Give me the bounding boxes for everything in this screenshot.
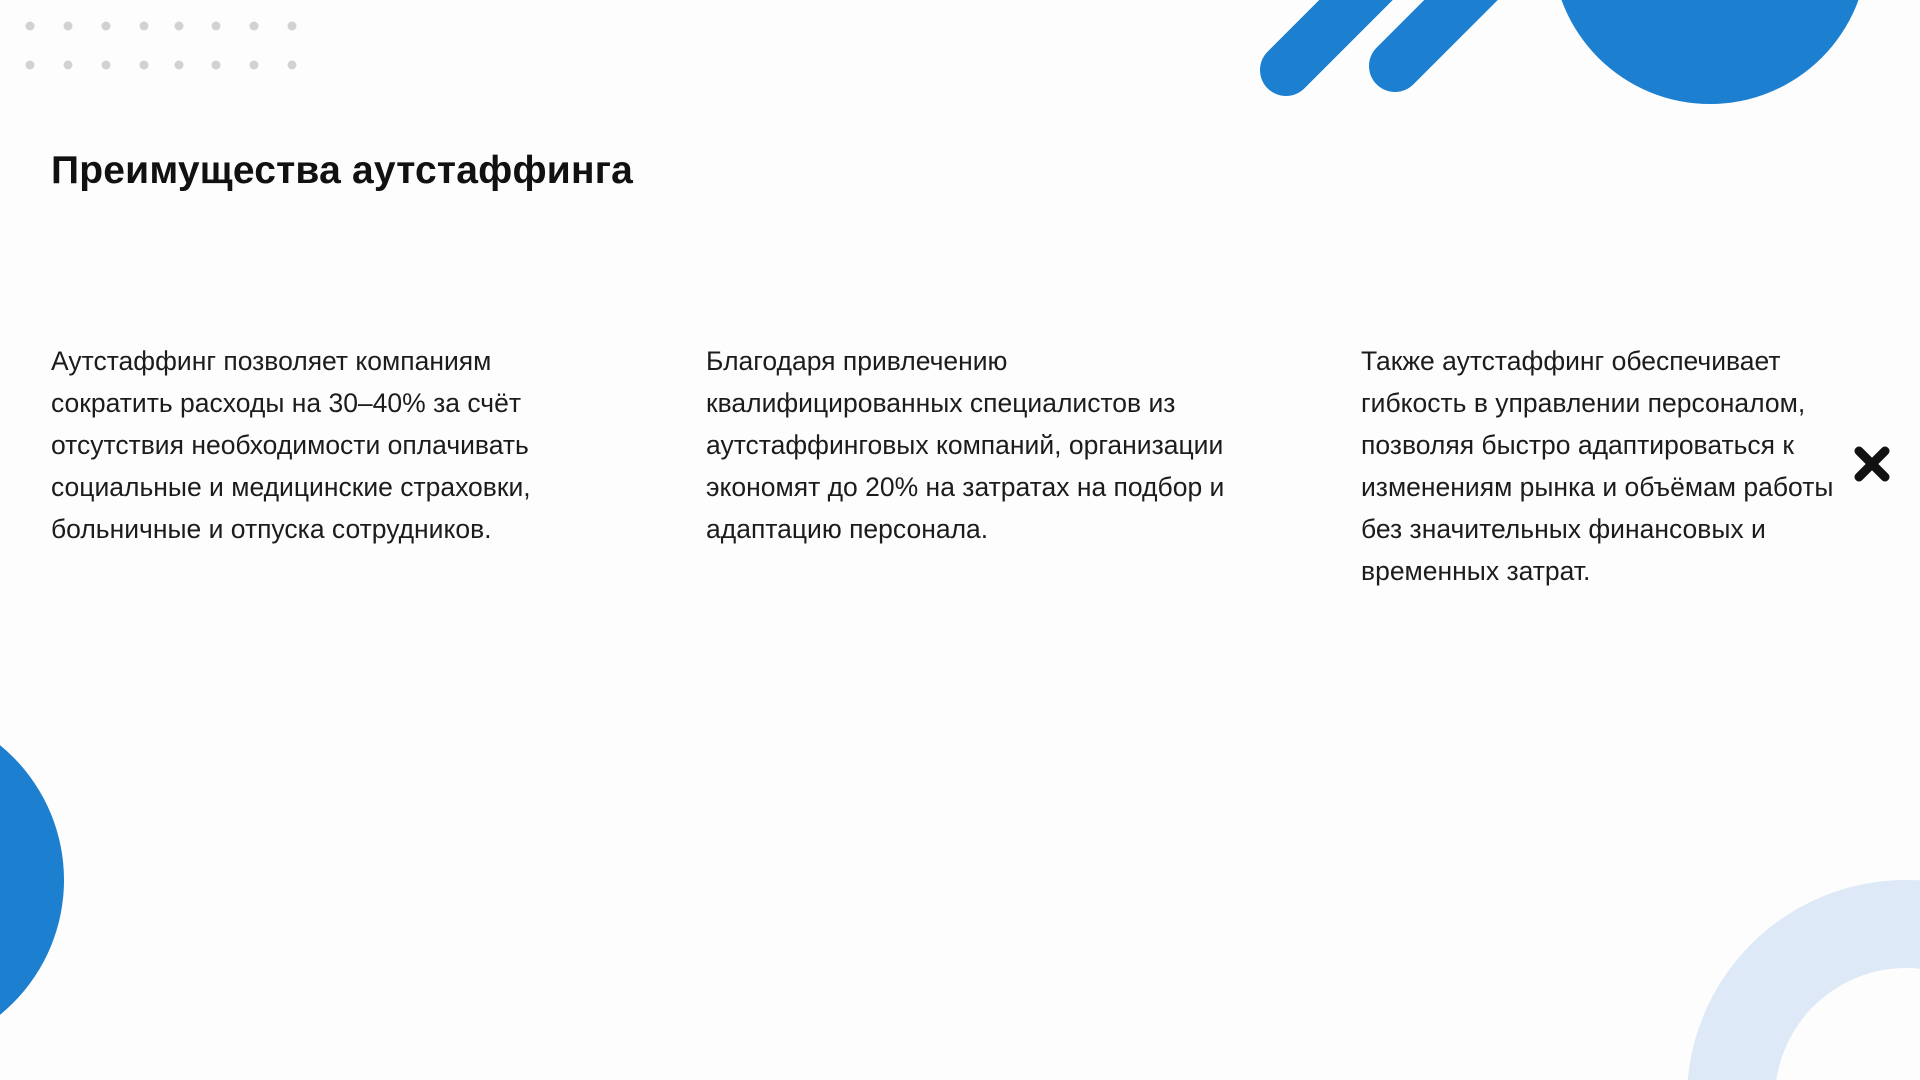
advantage-text-cost-reduction: Аутстаффинг позволяет компаниям сократить расходы на 30–40% за счёт отсутствия необходимости оплачивать социальные и медицинские страховки, больничные и отпуска сотрудников. [51,346,531,544]
left-circle-decoration [0,706,64,1054]
half-circle-decoration [1552,0,1868,104]
advantage-text-flexibility: Также аутстаффинг обеспечивает гибкость в управлении персоналом, позволяя быстро адаптироваться к изменениям рынка и объёмам работы без значительных финансовых и временных затрат. [1361,346,1834,586]
close-icon[interactable] [1852,444,1892,484]
dot-grid-decoration [26,22,297,70]
arc-decoration [1731,924,1920,1080]
advantage-text-recruitment-savings: Благодаря привлечению квалифицированных специалистов из аутстаффинговых компаний, организации экономят до 20% на затратах на подбор и адаптацию персонала. [706,346,1225,544]
diagonal-stripes-decoration [1286,0,1504,70]
slide-title: Преимущества аутстаффинга [51,149,634,192]
